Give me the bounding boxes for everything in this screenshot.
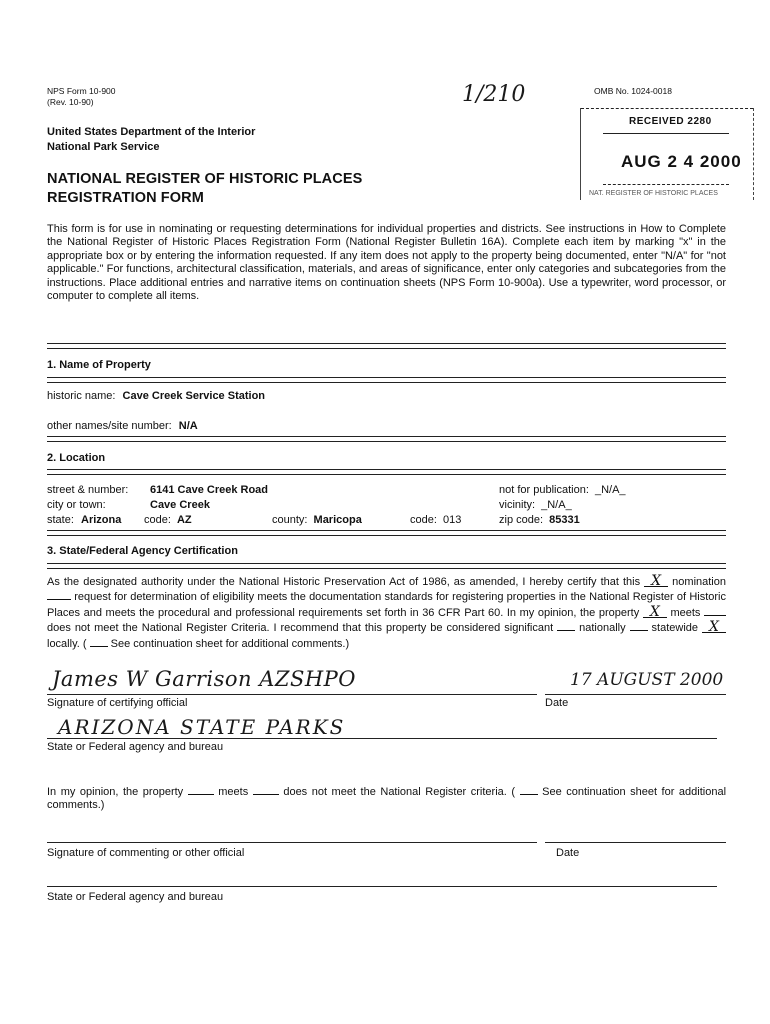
opinion-does-not-meet-blank xyxy=(253,784,279,795)
city-label: city or town: xyxy=(47,499,106,511)
certification-text-6: nationally xyxy=(579,622,626,635)
opinion-text-2: meets xyxy=(218,786,249,798)
state-label: state: xyxy=(47,514,74,526)
agency-label: State or Federal agency and bureau xyxy=(47,741,224,753)
stamp-date: AUG 2 4 2000 xyxy=(621,152,742,171)
other-names-value: N/A xyxy=(178,420,198,432)
state-code-label: code: xyxy=(144,514,171,526)
vicinity-value: _N/A_ xyxy=(541,499,572,511)
comment-date-line xyxy=(545,842,726,843)
form-title: NATIONAL REGISTER OF HISTORIC PLACES xyxy=(47,171,363,187)
agency-line xyxy=(47,738,717,739)
opinion-paragraph xyxy=(47,784,726,813)
does-not-meet-blank xyxy=(704,605,726,616)
zip-label: zip code: xyxy=(499,514,544,526)
section-1-heading: 1. Name of Property xyxy=(47,359,151,371)
date-label: Date xyxy=(545,697,569,709)
stamp-received-text: RECEIVED 2280 xyxy=(629,116,712,127)
certification-text-1: As the designated authority under the National Historic Preservation Act of 1986, as amended, I hereby certify that this xyxy=(47,576,641,588)
comment-date-label: Date xyxy=(556,847,580,859)
signature-line xyxy=(47,694,537,695)
county xyxy=(272,514,362,527)
state-code-value: AZ xyxy=(176,514,192,526)
section-2-heading: 2. Location xyxy=(47,452,106,464)
county-label: county: xyxy=(272,514,308,526)
agency2-line xyxy=(47,886,717,887)
form-number: NPS Form 10-900 xyxy=(47,86,116,96)
state-value: Arizona xyxy=(81,514,122,526)
certification-text-9: See continuation sheet for additional comments.) xyxy=(110,637,350,650)
certification-text-8: locally. ( xyxy=(47,637,87,650)
date-line xyxy=(545,694,726,695)
comment-signature-line xyxy=(47,842,537,843)
nomination-checkmark: X xyxy=(644,576,668,587)
certification-paragraph xyxy=(47,573,727,651)
opinion-text-3: does not meet the National Register criteria. ( xyxy=(283,786,516,798)
handwritten-date: 17 AUGUST 2000 xyxy=(570,670,724,690)
county-code-label: code: xyxy=(410,514,437,526)
historic-name-value: Cave Creek Service Station xyxy=(122,390,266,402)
continuation-blank xyxy=(90,636,108,647)
meets-checkmark: X xyxy=(643,607,667,618)
handwritten-signature: James W Garrison AZSHPO xyxy=(52,667,357,691)
county-code-value: 013 xyxy=(442,514,462,526)
street-label: street & number: xyxy=(47,484,129,496)
other-names-row xyxy=(47,420,198,433)
zip xyxy=(499,514,580,527)
separator xyxy=(47,343,726,349)
certification-text-2: nomination xyxy=(672,576,726,588)
section-3-heading: 3. State/Federal Agency Certification xyxy=(47,545,238,557)
historic-name-label: historic name: xyxy=(47,390,116,402)
separator xyxy=(47,563,726,569)
not-for-publication-value: _N/A_ xyxy=(594,484,626,496)
zip-value: 85331 xyxy=(549,514,580,526)
other-names-label: other names/site number: xyxy=(47,420,172,432)
nationally-blank xyxy=(557,620,575,631)
separator xyxy=(47,469,726,475)
statewide-blank xyxy=(630,620,648,631)
form-subtitle: REGISTRATION FORM xyxy=(47,190,204,206)
form-revision: (Rev. 10-90) xyxy=(47,97,94,107)
signature-label: Signature of certifying official xyxy=(47,697,188,709)
handwritten-code: 1/210 xyxy=(462,82,526,107)
not-for-publication xyxy=(499,484,626,497)
vicinity xyxy=(499,499,572,512)
certification-text-3: request for determination of eligibility meets the documentation standards for registering properties in the National Register of Historic Places and meets the procedural and professional requirements set forth in 36 CFR Part 60. In my opinion, the property xyxy=(47,591,727,619)
certification-text-5: does not meet the National Register Criteria. I recommend that this property be considered significant xyxy=(47,622,554,635)
street-value: 6141 Cave Creek Road xyxy=(150,484,269,496)
locally-checkmark: X xyxy=(702,622,726,633)
vicinity-label: vicinity: xyxy=(499,499,536,511)
stamp-bottom-text: NAT. REGISTER OF HISTORIC PLACES xyxy=(589,190,718,197)
service: National Park Service xyxy=(47,141,160,153)
request-blank xyxy=(47,589,71,600)
opinion-text-4: See continuation sheet for additional comments.) xyxy=(47,786,727,812)
comment-signature-label: Signature of commenting or other official xyxy=(47,847,245,859)
department: United States Department of the Interior xyxy=(47,126,256,138)
instructions-paragraph: This form is for use in nominating or requesting determinations for individual properties and districts. See instructions in How to Complete the National Register of Historic Places Registration Form (National Register Bulletin 16A). Complete each item by marking "x" in the appropriate box or by entering the information requested. If any item does not apply to the property being documented, enter "N/A" for "not applicable." For functions, architectural classification, materials, and areas of significance, enter only categories and subcategories from the instructions. Place additional entries and narrative items on continuation sheets (NPS Form 10-900a). Use a typewriter, word processor, or computer to complete all items. xyxy=(47,223,726,303)
omb-number: OMB No. 1024-0018 xyxy=(594,86,672,96)
county-value: Maricopa xyxy=(313,514,362,526)
separator xyxy=(47,436,726,442)
county-code xyxy=(410,514,461,527)
separator xyxy=(47,530,726,536)
agency2-label: State or Federal agency and bureau xyxy=(47,891,224,903)
certification-text-7: statewide xyxy=(651,622,699,635)
city-value: Cave Creek xyxy=(150,499,210,511)
state-code xyxy=(144,514,192,527)
historic-name-row xyxy=(47,390,265,403)
handwritten-agency: ARIZONA STATE PARKS xyxy=(58,715,346,739)
opinion-meets-blank xyxy=(188,784,214,795)
received-stamp xyxy=(580,108,754,200)
opinion-continuation-blank xyxy=(520,784,538,795)
separator xyxy=(47,377,726,383)
certification-text-4: meets xyxy=(670,606,701,619)
not-for-publication-label: not for publication: xyxy=(499,484,589,496)
opinion-text-1: In my opinion, the property xyxy=(47,786,184,798)
